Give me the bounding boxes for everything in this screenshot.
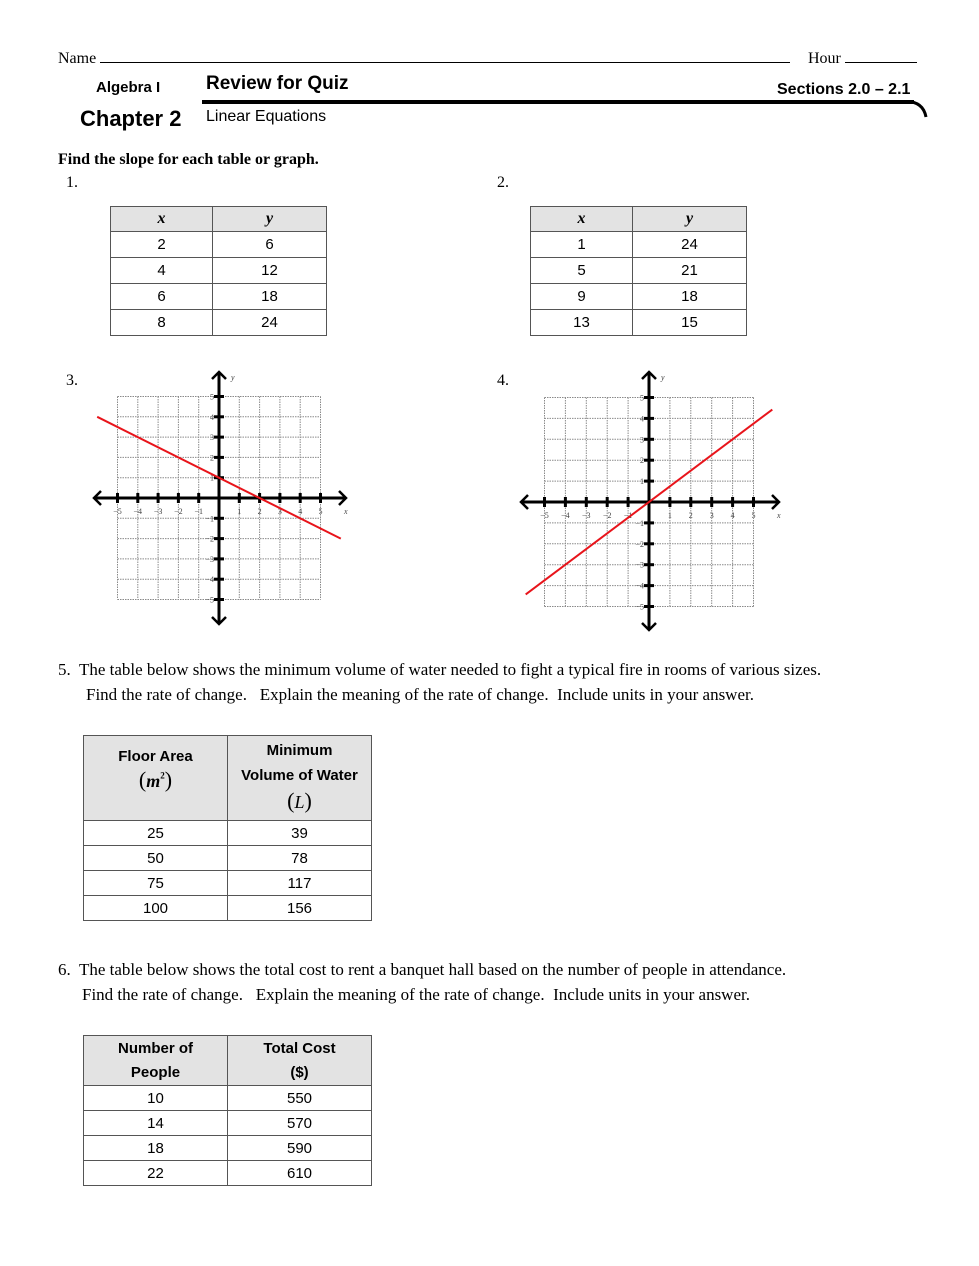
y-tick-label: −1 <box>635 518 644 528</box>
cell: 5 <box>531 258 633 284</box>
cell: 22 <box>84 1161 228 1186</box>
y-tick-label: 2 <box>640 456 644 466</box>
x-axis-label: x <box>777 511 781 520</box>
cell: 15 <box>633 310 747 336</box>
y-tick-label: −3 <box>635 560 644 570</box>
water-volume-label-1: Minimum <box>266 742 333 759</box>
col-x-header: x <box>531 207 633 232</box>
cell: 570 <box>228 1111 372 1136</box>
cell: 78 <box>228 846 372 871</box>
cell: 18 <box>633 284 747 310</box>
problem-6-table <box>83 1035 372 1186</box>
water-volume-header <box>228 736 372 821</box>
people-header <box>84 1036 228 1086</box>
x-tick-label: −4 <box>561 511 570 520</box>
x-tick-label: 2 <box>257 507 262 516</box>
y-tick-label: 5 <box>210 392 214 402</box>
y-tick-label: −5 <box>205 595 214 605</box>
x-tick-label: −3 <box>153 507 163 516</box>
cell: 18 <box>213 284 327 310</box>
cell: 8 <box>111 310 213 336</box>
problem-6-line-2: Find the rate of change. Explain the meaning of the rate of change. Include units in your answer. <box>82 985 750 1004</box>
page-title: Review for Quiz <box>206 73 349 94</box>
x-tick-label: 2 <box>688 511 693 520</box>
cell: 21 <box>633 258 747 284</box>
table-row <box>84 871 372 896</box>
cost-header <box>228 1036 372 1086</box>
x-tick-label: −1 <box>194 507 203 516</box>
y-tick-label: 4 <box>210 412 214 422</box>
cost-label-1: Total Cost <box>263 1039 336 1057</box>
problem-1-number: 1. <box>66 174 78 191</box>
table-row <box>84 846 372 871</box>
y-axis-label: y <box>661 373 665 382</box>
y-tick-label: −4 <box>205 575 214 585</box>
y-tick-label: 1 <box>210 473 214 483</box>
table-row <box>84 821 372 846</box>
table-row <box>84 1086 372 1111</box>
problem-6-text <box>58 957 958 1007</box>
cell: 2 <box>111 232 213 258</box>
x-tick-label: 4 <box>298 507 303 516</box>
problem-3-number: 3. <box>66 372 78 389</box>
table-header-row <box>84 736 372 821</box>
col-y-header: y <box>633 207 747 232</box>
cell: 18 <box>84 1136 228 1161</box>
problem-6-line-1: The table below shows the total cost to rent a banquet hall based on the number of people in attendance. <box>78 960 787 979</box>
chapter-title: Chapter 2 <box>80 106 182 131</box>
y-tick-label: 1 <box>640 477 644 487</box>
cell: 24 <box>213 310 327 336</box>
x-tick-label: 3 <box>709 511 714 520</box>
table-row <box>84 1136 372 1161</box>
name-label: Name <box>58 50 97 67</box>
problem-5-number: 5. <box>58 660 71 679</box>
people-label-1: Number of <box>118 1039 193 1057</box>
table-header-row <box>84 1036 372 1086</box>
x-tick-label: −4 <box>133 507 143 516</box>
x-tick-label: 5 <box>751 511 756 520</box>
cell: 156 <box>228 896 372 921</box>
y-tick-label: −1 <box>205 514 214 524</box>
problem-5-line-1: The table below shows the minimum volume of water needed to fight a typical fire in rooms of various sizes. <box>78 660 822 679</box>
cell: 610 <box>228 1161 372 1186</box>
x-tick-label: 3 <box>277 507 282 516</box>
floor-area-unit: $(m^2)$ <box>138 767 173 792</box>
cell: 550 <box>228 1086 372 1111</box>
table-row <box>84 1111 372 1136</box>
table-row <box>84 1161 372 1186</box>
problem-5-text <box>58 657 958 707</box>
cell: 14 <box>84 1111 228 1136</box>
cell: 39 <box>228 821 372 846</box>
x-tick-label: −2 <box>602 511 612 520</box>
x-tick-label: −5 <box>113 507 122 516</box>
problem-2-number: 2. <box>497 174 509 191</box>
cost-label-2: ($) <box>290 1063 309 1081</box>
x-tick-label: 5 <box>318 507 323 516</box>
people-label-2: People <box>130 1063 181 1081</box>
water-volume-label-2: Volume of Water <box>241 767 358 784</box>
y-tick-label: −3 <box>205 554 214 564</box>
y-tick-label: −2 <box>635 539 644 549</box>
sections-label: Sections 2.0 – 2.1 <box>777 81 911 98</box>
x-tick-label: −5 <box>540 511 549 520</box>
cell: 9 <box>531 284 633 310</box>
cell: 75 <box>84 871 228 896</box>
table-row <box>84 896 372 921</box>
x-tick-label: 1 <box>237 507 242 516</box>
y-tick-label: 4 <box>640 414 644 424</box>
x-tick-label: 1 <box>667 511 672 520</box>
y-tick-label: −5 <box>635 602 644 612</box>
water-volume-unit: (L) <box>287 788 312 813</box>
x-tick-label: −2 <box>174 507 183 516</box>
cell: 100 <box>84 896 228 921</box>
instructions: Find the slope for each table or graph. <box>58 151 319 168</box>
cell: 50 <box>84 846 228 871</box>
y-axis-label: y <box>231 373 235 382</box>
y-tick-label: 3 <box>210 433 214 443</box>
cell: 117 <box>228 871 372 896</box>
x-tick-label: −1 <box>623 511 633 520</box>
problem-6-number: 6. <box>58 960 71 979</box>
x-tick-label: 4 <box>730 511 735 520</box>
page-subtitle: Linear Equations <box>206 108 327 125</box>
cell: 24 <box>633 232 747 258</box>
y-tick-label: −4 <box>635 581 644 591</box>
cell: 4 <box>111 258 213 284</box>
col-y-header: y <box>213 207 327 232</box>
col-x-header: x <box>111 207 213 232</box>
floor-area-header <box>84 736 228 821</box>
course-name: Algebra I <box>96 79 161 96</box>
y-tick-label: 3 <box>640 435 644 445</box>
y-tick-label: −2 <box>205 534 214 544</box>
y-tick-label: 2 <box>210 453 214 463</box>
cell: 6 <box>213 232 327 258</box>
problem-4-number: 4. <box>497 372 509 389</box>
cell: 12 <box>213 258 327 284</box>
problem-5-line-2: Find the rate of change. Explain the meaning of the rate of change. Include units in your answer. <box>86 685 754 704</box>
cell: 1 <box>531 232 633 258</box>
problem-5-table <box>83 735 372 921</box>
cell: 10 <box>84 1086 228 1111</box>
hour-label: Hour <box>808 50 841 67</box>
cell: 6 <box>111 284 213 310</box>
cell: 13 <box>531 310 633 336</box>
floor-area-label: Floor Area <box>118 748 193 765</box>
x-tick-label: −3 <box>582 511 591 520</box>
x-axis-label: x <box>344 507 348 516</box>
cell: 590 <box>228 1136 372 1161</box>
y-tick-label: 5 <box>640 393 644 403</box>
cell: 25 <box>84 821 228 846</box>
